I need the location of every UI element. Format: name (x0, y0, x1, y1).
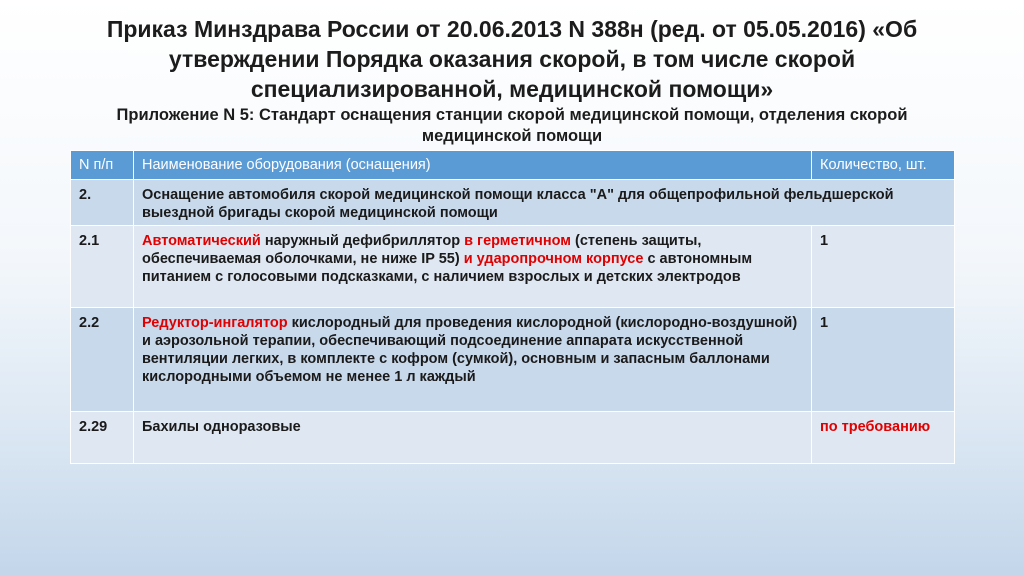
table-header-row (71, 151, 955, 180)
row-text: (степень защиты, обеспечиваемая оболочками, не ниже IP 55) (142, 233, 702, 267)
row-name (134, 308, 812, 412)
highlight-text: Редуктор-ингалятор (142, 315, 288, 331)
row-num: 2.2 (71, 308, 134, 412)
row-num: 2.29 (71, 412, 134, 464)
highlight-text: в герметичном (464, 233, 571, 249)
row-name (134, 226, 812, 308)
row-name: Бахилы одноразовые (134, 412, 812, 464)
row-qty: 1 (812, 226, 955, 308)
table-row (71, 180, 955, 226)
slide-subtitle: Приложение N 5: Стандарт оснащения станции скорой медицинской помощи, отделения скорой медицинской помощи (116, 106, 908, 145)
header-qty: Количество, шт. (812, 151, 955, 180)
row-qty: 1 (812, 308, 955, 412)
row-num: 2.1 (71, 226, 134, 308)
row-text: наружный дефибриллятор (260, 233, 465, 249)
row-qty: по требованию (812, 412, 955, 464)
table-row (71, 308, 955, 412)
highlight-text: и ударопрочном корпусе (463, 251, 644, 267)
highlight-text: Автоматический (142, 233, 261, 249)
table-row (71, 226, 955, 308)
row-text: кислородный для проведения кислородной (кислородно-воздушной) и аэрозольной терапии, обеспечивающий подсоединение аппарата искусственной вентиляции легких, в комплекте с кофром (сумкой), основным и запасным баллонами кислородными объемом не менее 1 л каждый (142, 315, 798, 385)
row-name: Оснащение автомобиля скорой медицинской помощи класса "А" для общепрофильной фельдшерской выездной бригады скорой медицинской помощи (134, 180, 955, 226)
row-text: с автономным питанием с голосовыми подсказками, с наличием взрослых и детских электродов (142, 251, 753, 285)
table-row (71, 412, 955, 464)
slide-title: Приказ Минздрава России от 20.06.2013 N 388н (ред. от 05.05.2016) «Об утверждении Порядка оказания скорой, в том числе скорой специализированной, медицинской помощи» (106, 16, 918, 102)
header-name: Наименование оборудования (оснащения) (134, 151, 812, 180)
row-num: 2. (71, 180, 134, 226)
header-num: N п/п (71, 151, 134, 180)
equipment-table (70, 150, 955, 464)
